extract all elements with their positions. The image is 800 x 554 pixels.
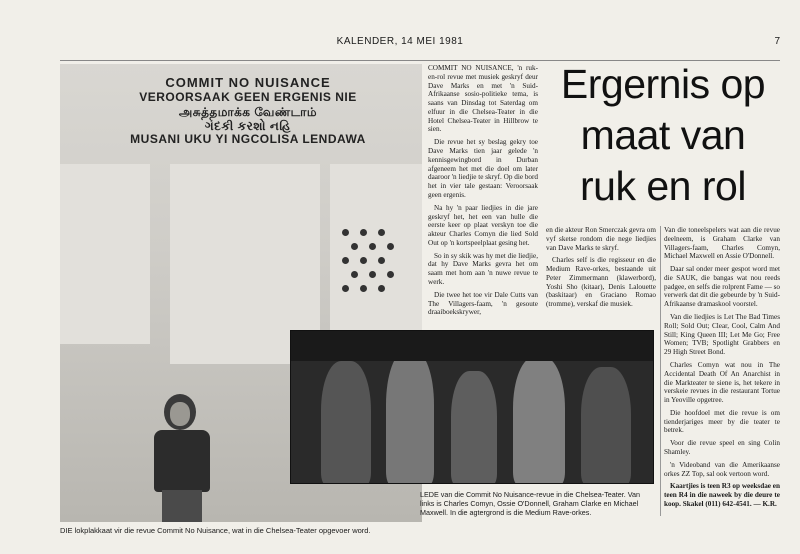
headline-line: ruk en rol: [580, 163, 746, 209]
paragraph: Die twee het toe vir Dale Cutts van The Villagers-faam, 'n gesoute draaiboekskrywer,: [428, 290, 538, 317]
article-column-2: [546, 226, 656, 313]
poster-line-english: COMMIT NO NUISANCE: [165, 75, 331, 90]
vent-pattern: [338, 229, 402, 299]
paragraph: en die akteur Ron Smerczak gevra om vyf sketse rondom die nege liedjies van Dave Marks te skryf.: [546, 226, 656, 252]
page-number: 7: [774, 36, 780, 47]
page-header: KALENDER, 14 MEI 1981: [336, 36, 464, 47]
cast-photo: [290, 330, 654, 484]
wall-panel: [60, 164, 150, 344]
paragraph: Die revue het sy beslag gekry toe Dave Marks tien jaar gelede 'n kennisgewingbord in Durban afgeneem het met die doel om later daaroor 'n liedjie te skryf. Op die bord het in vier tale gestaan: Veroorsaak geen ergenis.: [428, 138, 538, 199]
poster-sign: [88, 76, 408, 147]
article-column-1: [428, 64, 538, 321]
poster-line-zulu: MUSANI UKU YI NGCOLISA LENDAWA: [130, 132, 366, 147]
article-column-3: [664, 226, 780, 513]
column-rule: [660, 226, 661, 516]
paragraph: Daar sal onder meer gespot word met die SAUK, die bangas wat nou reeds padgee, en selfs die rolprent Fame — so verwerk dat dit die gebeurde by 'n Suid-Afrikaanse dramaskool voorstel.: [664, 265, 780, 309]
paragraph: Van die liedjies is Let The Bad Times Roll; Sold Out; Clear, Cool, Calm And Still; King Queen III; Let Me Go; Free Women; TVB; Spotlight Grabbers en 29 High Street Bond.: [664, 313, 780, 357]
paragraph: Van die toneelspelers wat aan die revue deelneem, is Graham Clarke van Villagers-faam, Charles Comyn, Michael Maxwell en Assie O'Donnell.: [664, 226, 780, 261]
poster-line-afrikaans: VEROORSAAK GEEN ERGENIS NIE: [139, 89, 357, 104]
paragraph: Na hy 'n paar liedjies in die jare geskryf het, het een van hulle die eerste keer op plaat verskyn toe die akteur Charles Comyn die lied Sold Out op 'n kortspeelplaat gesing het.: [428, 203, 538, 247]
headline-line: Ergernis op: [560, 61, 766, 107]
paragraph: COMMIT NO NUISANCE, 'n ruk-en-rol revue met musiek geskryf deur Dave Marks en met 'n Suid-Afrikaanse sosio-politieke tema, is saans van Dinsdag tot Saterdag om elfuur in die Chelsea-Teater in die Hotel Chelsea-Teater in Hillbrow te sien.: [428, 64, 538, 134]
article-headline: [548, 61, 778, 217]
child-figure: [150, 394, 220, 522]
cast-caption: LEDE van die Commit No Nuisance-revue in die Chelsea-Teater. Van links is Charles Comyn, Ossie O'Donnell, Graham Clarke en Michael Maxwell. In die agtergrond is die Medium Rave-orkes.: [420, 490, 640, 518]
headline-line: maat van: [580, 112, 746, 158]
poster-line-gujarati: ગંદકી કરશો નહિ: [204, 118, 292, 133]
poster-line-tamil: அசுத்தமாக்க வேண்டாம்: [178, 104, 318, 119]
paragraph: Die hoofdoel met die revue is om tienderjariges meer by die teater te betrek.: [664, 408, 780, 435]
poster-caption: DIE lokplakkaat vir die revue Commit No Nuisance, wat in die Chelsea-Teater opgevoer word.: [60, 526, 371, 535]
paragraph: 'n Videoband van die Amerikaanse orkes ZZ Top, sal ook vertoon word.: [664, 460, 780, 478]
paragraph: Charles self is die regisseur en die Medium Rave-orkes, bestaande uit Peter Zimmermann (klawerbord), Yoshi Sho (kitaar), Denis Lalouette (baskitaar) en Graciano Romao (tromme), verskaf die musiek.: [546, 256, 656, 309]
paragraph: Voor die revue speel en sing Colin Shamley.: [664, 439, 780, 456]
paragraph: Kaartjies is teen R3 op weeksdae en teen R4 in die naweek by die deure te koop. Skakel (011) 642-4541. — K.R.: [664, 482, 780, 508]
paragraph: So in sy skik was hy met die liedjie, dat hy Dave Marks gevra het om saam met hom aan 'n nuwe revue te werk.: [428, 251, 538, 286]
paragraph: Charles Comyn wat nou in The Accidental Death Of An Anarchist in die Markteater te siene is, het tekere in verskeie revues in die restaurant Tortue in Yeoville opgetree.: [664, 360, 780, 405]
